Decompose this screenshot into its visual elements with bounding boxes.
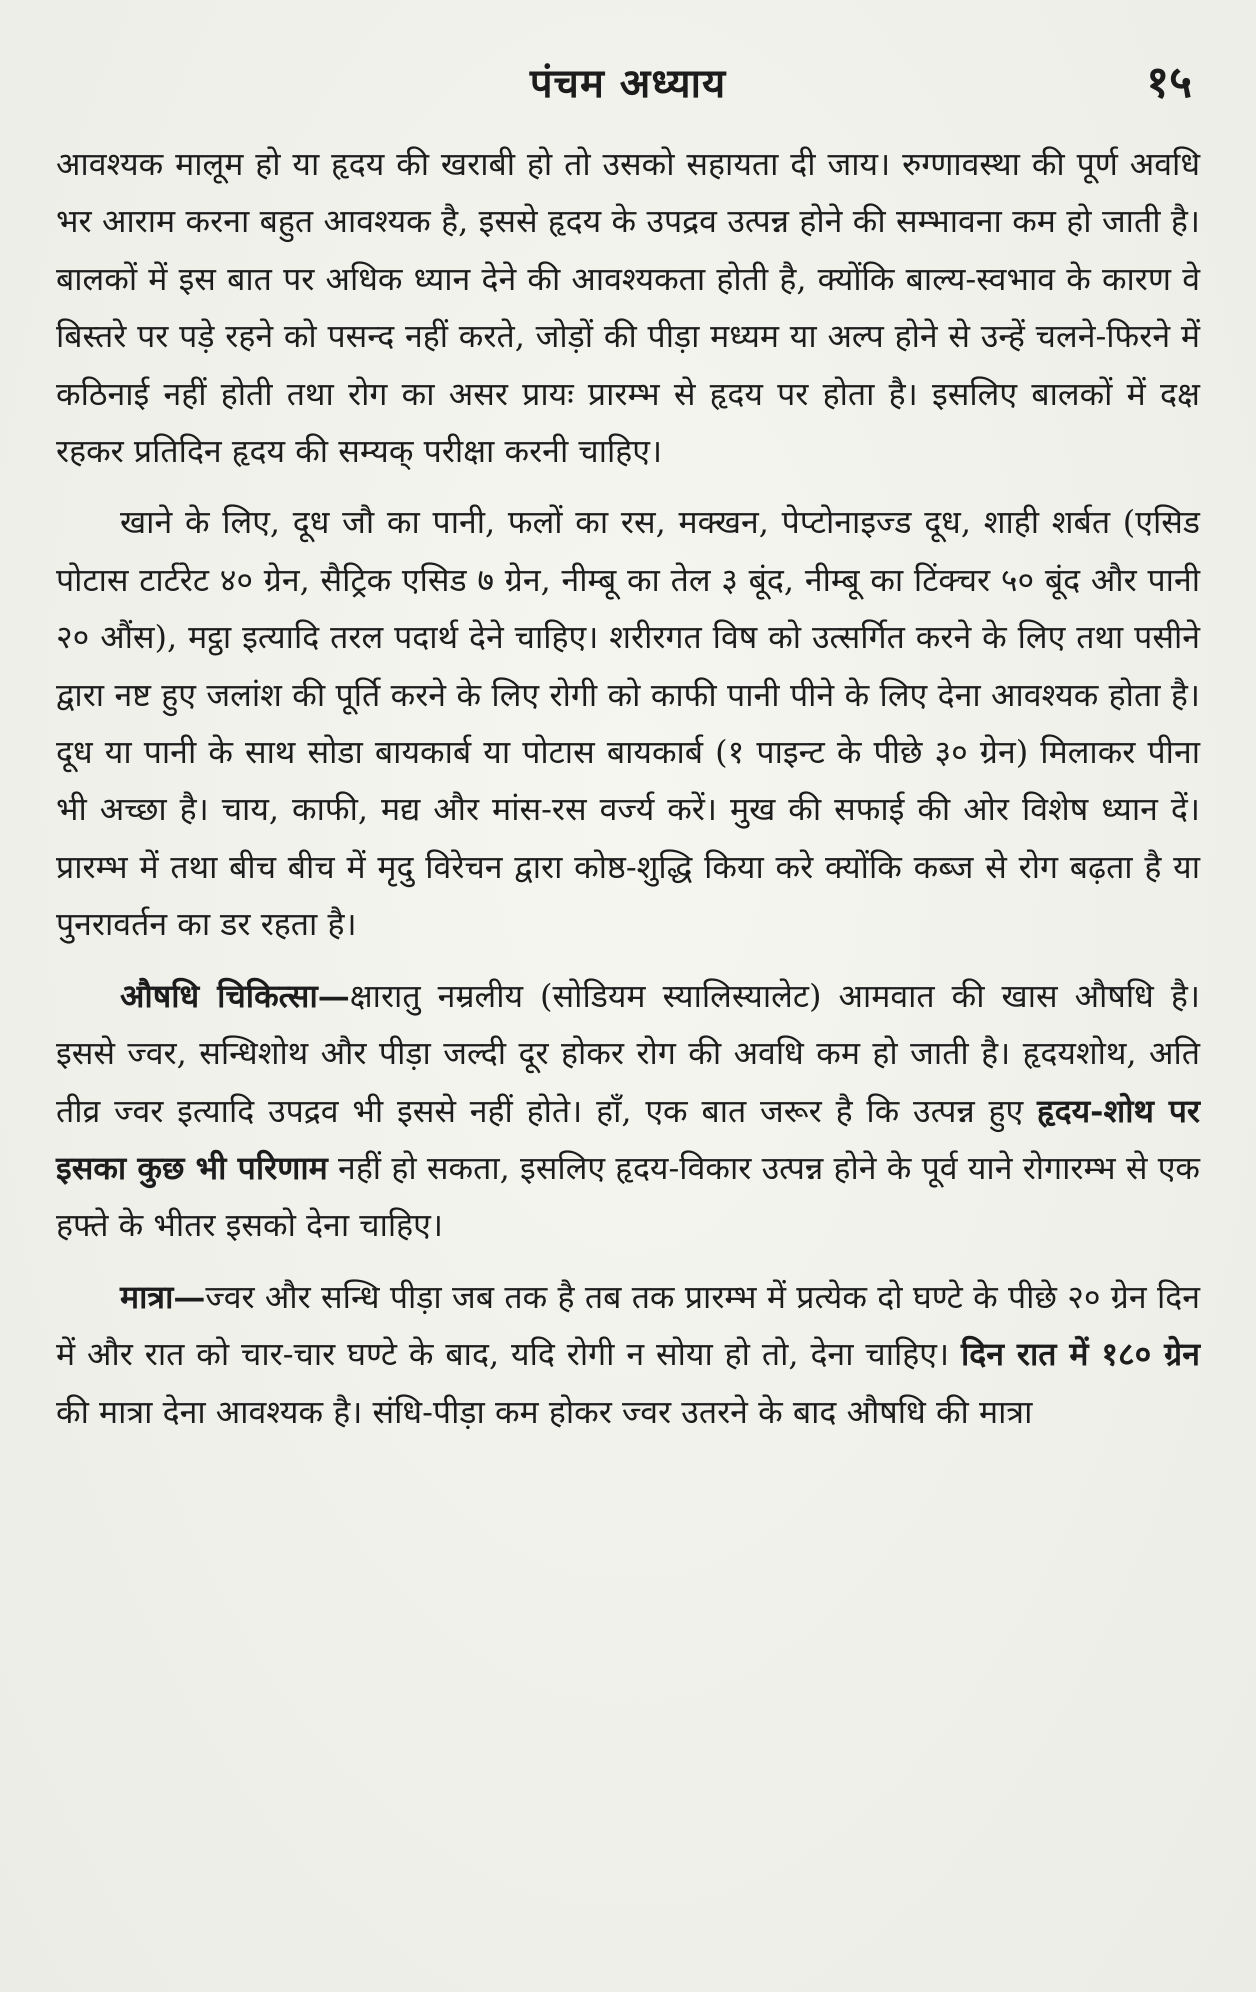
paragraph-text: की मात्रा देना आवश्यक है। संधि-पीड़ा कम होकर ज्वर उतरने के बाद औषधि की मात्रा [56,1392,1033,1431]
paragraph-drug-treatment [56,968,1200,1255]
paragraph-cardiac-rest: आवश्यक मालूम हो या हृदय की खराबी हो तो उसको सहायता दी जाय। रुग्णावस्था की पूर्ण अवधि भर आराम करना बहुत आवश्यक है, इससे हृदय के उपद्रव उत्पन्न होने की सम्भावना कम हो जाती है। बालकों में इस बात पर अधिक ध्यान देने की आवश्यकता होती है, क्योंकि बाल्य-स्वभाव के कारण वे बिस्तरे पर पड़े रहने को पसन्द नहीं करते, जोड़ों की पीड़ा मध्यम या अल्प होने से उन्हें चलने-फिरने में कठिनाई नहीं होती तथा रोग का असर प्रायः प्रारम्भ से हृदय पर होता है। इसलिए बालकों में दक्ष रहकर प्रतिदिन हृदय की सम्यक् परीक्षा करनी चाहिए। [56,145,1200,471]
paragraph-text: ज्वर और सन्धि पीड़ा जब तक है तब तक प्रारम्भ में प्रत्येक दो घण्टे के पीछे २० ग्रेन दिन में और रात को चार-चार घण्टे के बाद, यदि रोगी न सोया हो तो, देना चाहिए। [56,1277,1200,1374]
body-text [56,136,1200,1441]
chapter-title: पंचम अध्याय [529,60,727,107]
paragraph-text: नहीं हो सकता, इसलिए हृदय-विकार उत्पन्न होने के पूर्व याने रोगारम्भ से एक हफ्ते के भीतर इसको देना चाहिए। [56,1148,1200,1245]
paragraph-text: क्षारातु नम्रलीय (सोडियम स्यालिस्यालेट) आमवात की खास औषधि है। इससे ज्वर, सन्धिशोथ और पीड़ा जल्दी दूर होकर रोग की अवधि कम हो जाती है। हृदयशोथ, अति तीव्र ज्वर इत्यादि उपद्रव भी इससे नहीं होते। हाँ, एक बात जरूर है कि उत्पन्न हुए [56,976,1200,1130]
paragraph-dosage [56,1269,1200,1441]
page-number: १५ [1146,57,1192,108]
section-heading-dosage: मात्रा— [120,1277,206,1316]
paragraph-diet: खाने के लिए, दूध जौ का पानी, फलों का रस, मक्खन, पेप्टोनाइज्ड दूध, शाही शर्बत (एसिड पोटास टार्टरेट ४० ग्रेन, सैट्रिक एसिड ७ ग्रेन, नीम्बू का तेल ३ बूंद, नीम्बू का टिंक्चर ५० बूंद और पानी २० औंस), मट्ठा इत्यादि तरल पदार्थ देने चाहिए। शरीरगत विष को उत्सर्गित करने के लिए तथा पसीने द्वारा नष्ट हुए जलांश की पूर्ति करने के लिए रोगी को काफी पानी पीने के लिए देना आवश्यक होता है। दूध या पानी के साथ सोडा बायकार्ब या पोटास बायकार्ब (१ पाइन्ट के पीछे ३० ग्रेन) मिलाकर पीना भी अच्छा है। चाय, काफी, मद्य और मांस-रस वर्ज्य करें। मुख की सफाई की ओर विशेष ध्यान दें। प्रारम्भ में तथा बीच बीच में मृदु विरेचन द्वारा कोष्ठ-शुद्धि किया करे क्योंकि कब्ज से रोग बढ़ता है या पुनरावर्तन का डर रहता है। [56,503,1200,944]
bold-phrase: हृदय-शोथ पर इसका कुछ भी परिणाम [56,1091,1200,1187]
running-head [56,50,1200,114]
section-heading-drug-treatment: औषधि चिकित्सा— [120,976,350,1015]
bold-phrase: दिन रात में १८० ग्रेन [961,1335,1200,1374]
